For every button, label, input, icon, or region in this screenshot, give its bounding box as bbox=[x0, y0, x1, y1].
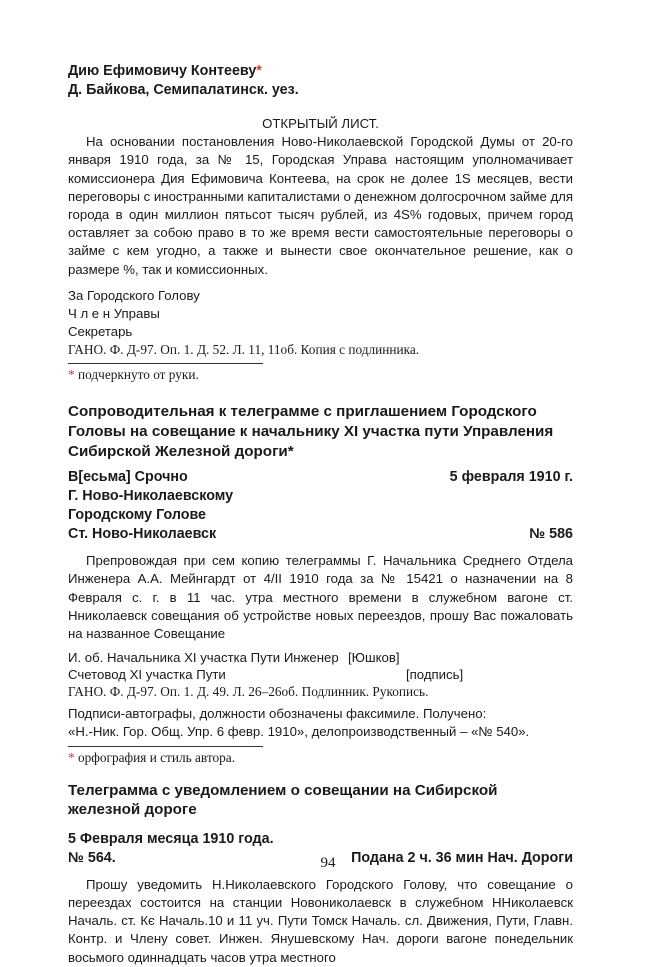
addressee-location: Д. Байкова, Семипалатинск. уез. bbox=[68, 82, 299, 98]
header-row-2 bbox=[68, 525, 573, 544]
page-content bbox=[68, 62, 573, 967]
signature-name: [подпись] bbox=[406, 667, 464, 683]
note-line-2: «Н.-Ник. Гор. Общ. Упр. 6 февр. 1910», делопроизводственный – «№ 540». bbox=[68, 724, 530, 740]
signature-position: Счетовод XI участка Пути bbox=[68, 667, 226, 683]
footnote bbox=[68, 749, 573, 767]
section-title: Телеграмма с уведомлением о совещании на Сибирской железной дороге bbox=[68, 781, 498, 819]
archive-source: ГАНО. Ф. Д-97. Оп. 1. Д. 52. Л. 11, 11об. Копия с подлинника. bbox=[68, 342, 420, 358]
document-heading: ОТКРЫТЫЙ ЛИСТ. bbox=[262, 116, 379, 131]
header-row-1 bbox=[68, 468, 573, 487]
telegram-body: Прошу уведомить Н.Николаевского Городского Голову, что совещание о переездах состоится на станции Новониколаевск в служебном ННиколаевск Началь. ст. Кє Началь.10 и 11 уч. Пути Томск Началь. сл. Движения, Пути, Главн. Контр. и Члену совет. Инжен. Янушевскому Нач. дороги вагоне понедельник восьмого одиннадцать часов утра местного bbox=[68, 876, 573, 965]
recipient-line-2: Городскому Голове bbox=[68, 507, 207, 524]
section-title: Сопроводительная к телеграмме с приглашением Городского Головы на совещание к начальнику XI участка пути Управления Сибирской Железной дороги* bbox=[68, 403, 554, 460]
footnote-text: орфография и стиль автора. bbox=[74, 749, 236, 765]
footnote-star: * bbox=[68, 749, 75, 765]
station-label: Ст. Ново-Николаевск bbox=[68, 526, 217, 543]
signature-line-1: За Городского Голову bbox=[68, 287, 200, 303]
archive-source: ГАНО. Ф. Д-97. Оп. 1. Д. 49. Л. 26–26об. Подлинник. Рукопись. bbox=[68, 684, 429, 700]
telegram-submitted: Подана 2 ч. 36 мин Нач. Дороги bbox=[351, 849, 573, 866]
telegram-number: № 564. bbox=[68, 849, 116, 866]
page-number: 94 bbox=[320, 855, 336, 871]
footnote-rule bbox=[68, 363, 263, 364]
signature-line-3: Секретарь bbox=[68, 324, 133, 340]
recipient-line-1: Г. Ново-Николаевскому bbox=[68, 488, 234, 505]
document-number: № 586 bbox=[529, 526, 573, 543]
footnote-text: подчеркнуто от руки. bbox=[74, 367, 199, 383]
telegram-date: 5 Февраля месяца 1910 года. bbox=[68, 830, 274, 847]
footnote-rule bbox=[68, 746, 263, 747]
footnote-marker: * bbox=[256, 63, 262, 79]
addressee bbox=[68, 62, 573, 100]
signature-name: [Юшков] bbox=[348, 650, 400, 666]
signature-line-2: Ч л е н Управы bbox=[68, 306, 160, 322]
signature-row-1 bbox=[68, 649, 573, 666]
footnote bbox=[68, 366, 573, 384]
document-body: Препровождая при сем копию телеграммы Г. Начальника Среднего Отдела Инженера А.А. Мейнгардт от 4/II 1910 года за № 15421 о назначении на 8 Февраля с. г. в 11 час. утра местного времени в служебном вагоне ст. Нниколаевск совещания об устройстве новых переездов, прошу Вас пожаловать на названное Совещание bbox=[68, 553, 573, 642]
signature-position: И. об. Начальника XI участка Пути Инженер bbox=[68, 650, 339, 666]
document-date: 5 февраля 1910 г. bbox=[449, 469, 573, 486]
addressee-name: Дию Ефимовичу Контееву bbox=[68, 63, 257, 79]
footnote-star: * bbox=[68, 367, 75, 383]
urgency-label: В[есьма] Срочно bbox=[68, 469, 188, 486]
document-body: На основании постановления Ново-Николаевской Городской Думы от 20-го января 1910 года, за № 15, Городская Управа настоящим уполномачивает комиссионера Дия Ефимовича Контеева, на срок не долее 1S месяцев, вести переговоры с иностранными капиталистами о денежном долгосрочном займе для города в один миллион пятьсот тысяч рублей, из 4S% годовых, причем город оставляет за собою право в то же время вести самостоятельные переговоры о займе с кем угодно, а также и вынести свое окончательное решение, как о размере %, так и комиссионных. bbox=[68, 134, 573, 277]
note-line-1: Подписи-автографы, должности обозначены факсимиле. Получено: bbox=[68, 706, 487, 722]
signature-row-2 bbox=[68, 666, 573, 683]
